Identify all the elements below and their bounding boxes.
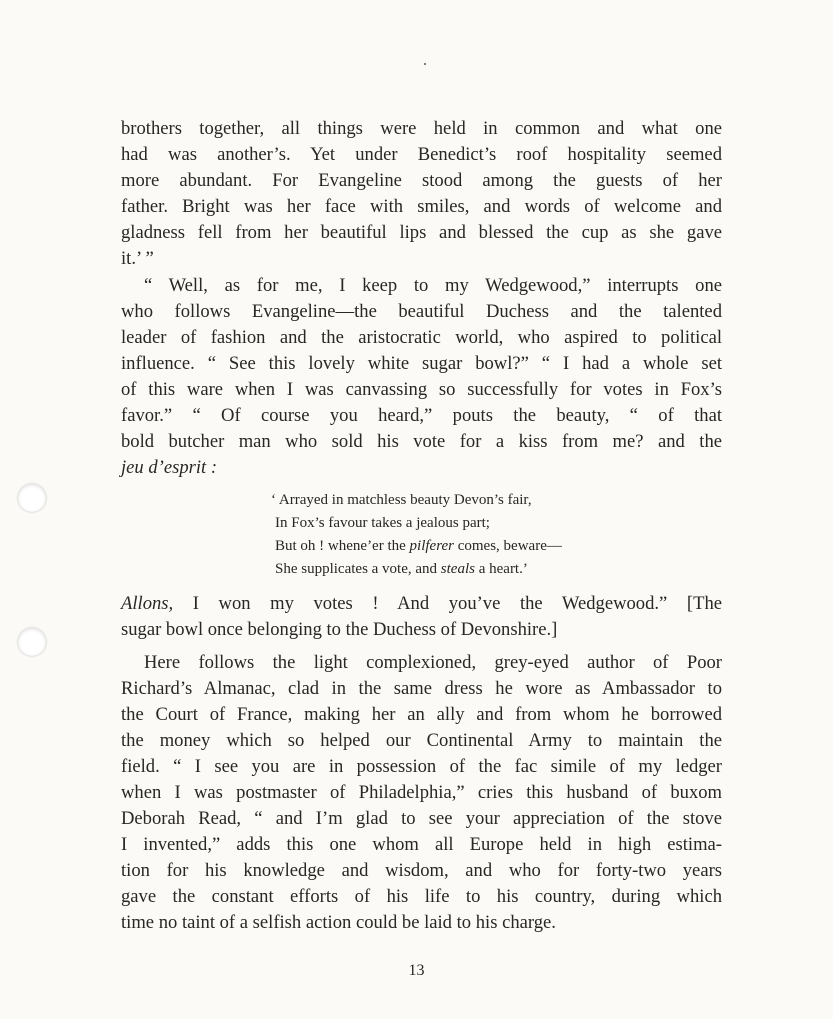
text-line: had was another’s. Yet under Benedict’s roof hospitality seemed [121, 144, 722, 166]
paragraph-3 [121, 591, 722, 643]
verse-quotation [271, 489, 722, 581]
text-line: gave the constant efforts of his life to his country, during which [121, 886, 722, 908]
page-number: 13 [408, 962, 425, 979]
text-line: more abundant. For Evangeline stood among the guests of her [121, 170, 722, 192]
text-line: gladness fell from her beautiful lips and blessed the cup as she gave [121, 222, 722, 244]
text-line: favor.” “ Of course you heard,” pouts the beauty, “ of that [121, 405, 722, 427]
text-line: leader of fashion and the aristocratic world, who aspired to political [121, 326, 722, 348]
paragraph-1 [121, 116, 722, 273]
italic-word: Allons, [121, 593, 174, 615]
text-line: Here follows the light complexioned, grey-eyed author of Poor [144, 651, 722, 673]
verse-line: In Fox’s favour takes a jealous part; [275, 515, 490, 532]
text-line: brothers together, all things were held in common and what one [121, 118, 722, 139]
text-line: “ Well, as for me, I keep to my Wedgewood,” interrupts one [144, 274, 722, 296]
text-line: bold butcher man who sold his vote for a kiss from me? and the [121, 431, 722, 453]
text-line: of this ware when I was canvassing so successfully for votes in Fox’s [121, 378, 722, 400]
italic-phrase: jeu d’esprit : [121, 457, 218, 479]
paragraph-2 [121, 273, 722, 482]
body-text [121, 116, 722, 937]
text-line: time no taint of a selfish action could be laid to his charge. [121, 912, 556, 934]
punch-hole-top [18, 484, 46, 512]
verse-line: ‘ Arrayed in matchless beauty Devon’s fair, [271, 492, 532, 509]
text-line: it.’ ” [121, 248, 154, 270]
text-line: the money which so helped our Continental Army to maintain the [121, 729, 722, 751]
text-line: tion for his knowledge and wisdom, and who for forty-two years [121, 860, 722, 882]
verse-line [271, 535, 722, 558]
line-text: I won my votes ! And you’ve the Wedgewood.” [The [173, 593, 722, 615]
text-line: I invented,” adds this one whom all Europe held in high estima- [121, 834, 722, 856]
text-line: Deborah Read, “ and I’m glad to see your appreciation of the stove [121, 808, 722, 830]
text-line: father. Bright was her face with smiles, and words of welcome and [121, 196, 722, 218]
text-line: field. “ I see you are in possession of the fac simile of my ledger [121, 755, 722, 777]
text-line: influence. “ See this lovely white sugar bowl?” “ I had a whole set [121, 352, 722, 374]
italic-word: pilferer [409, 538, 454, 555]
text-line [121, 591, 722, 617]
italic-word: steals [440, 561, 475, 578]
verse-text: She supplicates a vote, and [275, 561, 441, 578]
verse-text: comes, beware— [453, 538, 562, 555]
verse-text: a heart.’ [474, 561, 528, 578]
speck-mark [424, 63, 426, 65]
text-line: sugar bowl once belonging to the Duchess of Devonshire.] [121, 619, 558, 641]
punch-hole-bottom [18, 628, 46, 656]
text-line: the Court of France, making her an ally and from whom he borrowed [121, 703, 722, 725]
verse-text: But oh ! whene’er the [275, 538, 410, 555]
text-line: Richard’s Almanac, clad in the same dress he wore as Ambassador to [121, 677, 722, 699]
text-line: when I was postmaster of Philadelphia,” cries this husband of buxom [121, 781, 722, 803]
text-line [121, 455, 722, 481]
paragraph-4 [121, 650, 722, 937]
verse-line [271, 558, 722, 581]
text-line: who follows Evangeline—the beautiful Duchess and the talented [121, 300, 722, 322]
